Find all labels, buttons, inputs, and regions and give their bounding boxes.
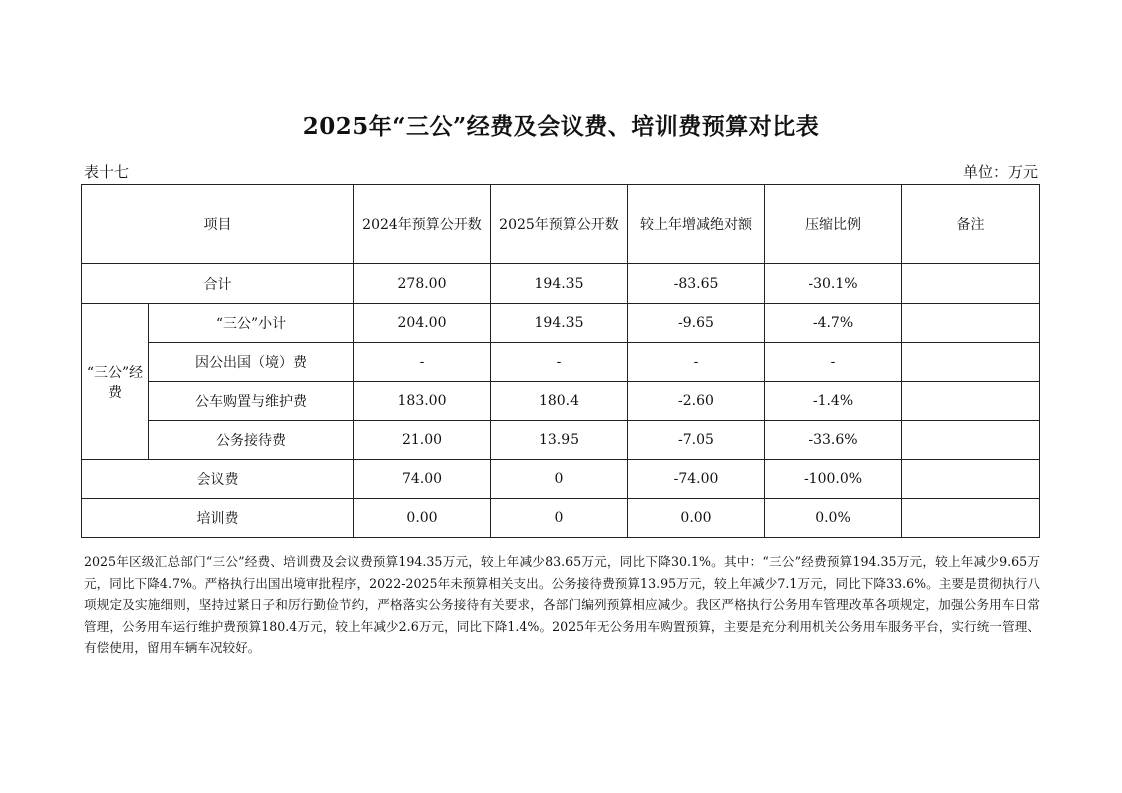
unit-label: 单位：万元 xyxy=(962,163,1038,181)
row-change: - xyxy=(628,343,765,382)
row-item: 培训费 xyxy=(82,499,354,538)
table-row xyxy=(82,304,1040,343)
row-2025-budget: 0 xyxy=(491,460,628,499)
row-remark xyxy=(902,460,1040,499)
table-header-row xyxy=(82,185,1040,264)
table-row xyxy=(82,382,1040,421)
row-item: “三公”小计 xyxy=(149,304,354,343)
row-2024-budget: 21.00 xyxy=(354,421,491,460)
header-item: 项目 xyxy=(82,185,354,264)
row-ratio: -1.4% xyxy=(765,382,902,421)
header-2025-budget: 2025年预算公开数 xyxy=(491,185,628,264)
row-change: -83.65 xyxy=(628,264,765,304)
row-ratio: 0.0% xyxy=(765,499,902,538)
row-2025-budget: 180.4 xyxy=(491,382,628,421)
row-item: 因公出国（境）费 xyxy=(149,343,354,382)
row-ratio: -100.0% xyxy=(765,460,902,499)
row-remark xyxy=(902,421,1040,460)
row-2024-budget: - xyxy=(354,343,491,382)
row-2025-budget: 0 xyxy=(491,499,628,538)
row-ratio: -4.7% xyxy=(765,304,902,343)
row-change: -74.00 xyxy=(628,460,765,499)
row-remark xyxy=(902,343,1040,382)
group-label-sangong: “三公”经费 xyxy=(82,304,149,460)
row-item: 公车购置与维护费 xyxy=(149,382,354,421)
row-remark xyxy=(902,499,1040,538)
row-change: -7.05 xyxy=(628,421,765,460)
row-2025-budget: 13.95 xyxy=(491,421,628,460)
page-title: 2025年“三公”经费及会议费、培训费预算对比表 xyxy=(302,113,820,140)
row-2025-budget: - xyxy=(491,343,628,382)
table-row xyxy=(82,343,1040,382)
table-row xyxy=(82,264,1040,304)
explanatory-notes: 2025年区级汇总部门“三公”经费、培训费及会议费预算194.35万元，较上年减少83.65万元，同比下降30.1%。其中：“三公”经费预算194.35万元，较上年减少9.65万元，同比下降4.7%。严格执行出国出境审批程序，2022-2025年未预算相关支出。公务接待费预算13.95万元，较上年减少7.1万元，同比下降33.6%。主要是贯彻执行八项规定及实施细则，坚持过紧日子和厉行勤俭节约，严格落实公务接待有关要求，各部门编列预算相应减少。我区严格执行公务用车管理改革各项规定，加强公务用车日常管理，公务用车运行维护费预算180.4万元，较上年减少2.6万元，同比下降1.4%。2025年无公务用车购置预算，主要是充分利用机关公务用车服务平台，实行统一管理、有偿使用，留用车辆车况较好。 xyxy=(84,554,1040,655)
row-change: -2.60 xyxy=(628,382,765,421)
header-remark: 备注 xyxy=(902,185,1040,264)
row-item: 公务接待费 xyxy=(149,421,354,460)
row-ratio: -30.1% xyxy=(765,264,902,304)
row-remark xyxy=(902,304,1040,343)
row-item: 会议费 xyxy=(82,460,354,499)
row-item: 合计 xyxy=(82,264,354,304)
budget-comparison-table xyxy=(81,184,1040,538)
table-row xyxy=(82,499,1040,538)
row-2024-budget: 204.00 xyxy=(354,304,491,343)
row-2025-budget: 194.35 xyxy=(491,264,628,304)
table-row xyxy=(82,460,1040,499)
row-ratio: -33.6% xyxy=(765,421,902,460)
row-remark xyxy=(902,264,1040,304)
row-2025-budget: 194.35 xyxy=(491,304,628,343)
row-2024-budget: 74.00 xyxy=(354,460,491,499)
table-number: 表十七 xyxy=(84,163,130,181)
row-2024-budget: 183.00 xyxy=(354,382,491,421)
row-change: 0.00 xyxy=(628,499,765,538)
row-2024-budget: 0.00 xyxy=(354,499,491,538)
header-2024-budget: 2024年预算公开数 xyxy=(354,185,491,264)
table-row xyxy=(82,421,1040,460)
row-change: -9.65 xyxy=(628,304,765,343)
row-2024-budget: 278.00 xyxy=(354,264,491,304)
header-ratio: 压缩比例 xyxy=(765,185,902,264)
row-remark xyxy=(902,382,1040,421)
row-ratio: - xyxy=(765,343,902,382)
header-change: 较上年增减绝对额 xyxy=(628,185,765,264)
